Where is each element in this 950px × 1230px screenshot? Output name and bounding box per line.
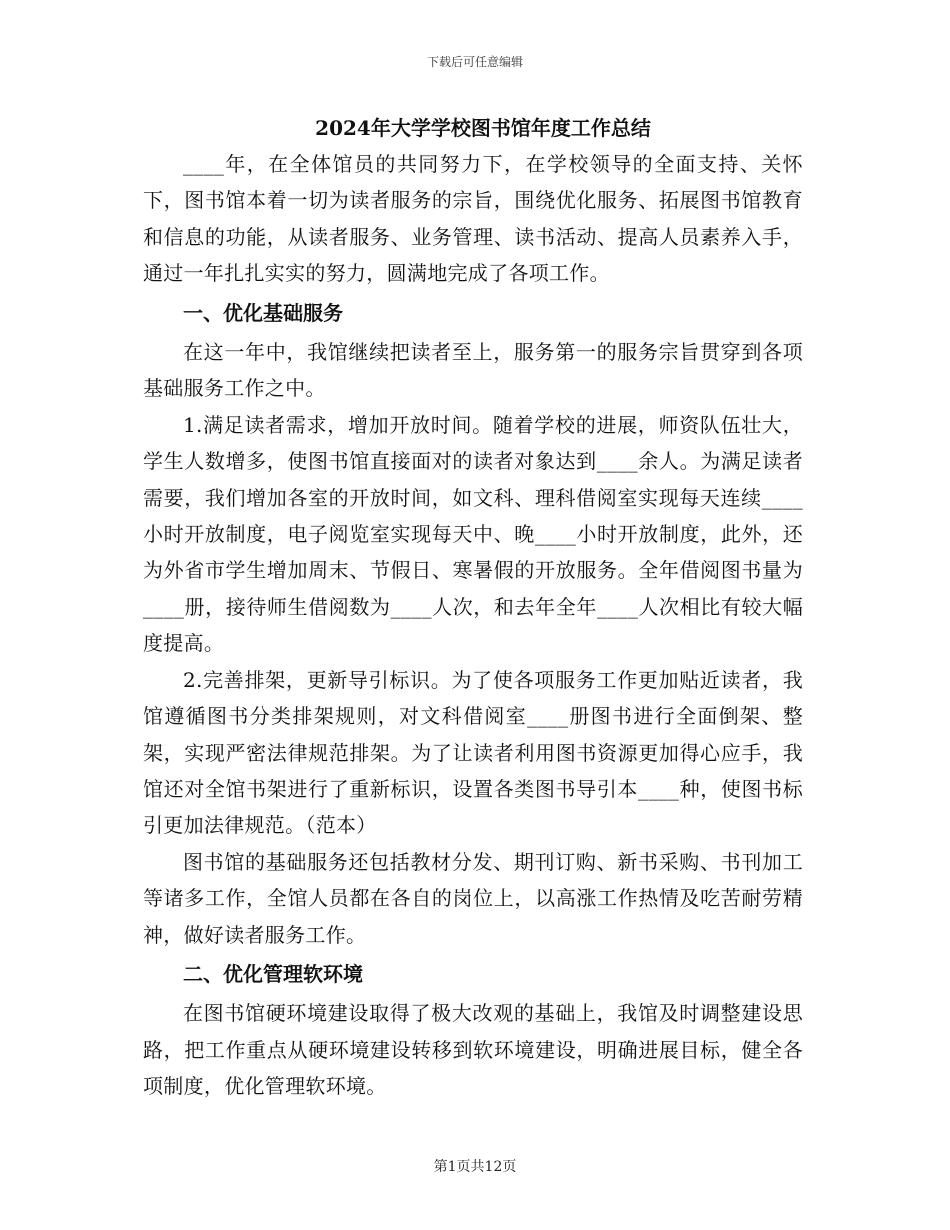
intro-paragraph: ____年，在全体馆员的共同努力下，在学校领导的全面支持、关怀下，图书馆本着一切为读者服务的宗旨，围绕优化服务、拓展图书馆教育和信息的功能，从读者服务、业务管理、读书活动、提高人员素养入手，通过一年扎扎实实的努力，圆满地完成了各项工作。: [143, 152, 803, 286]
page-footer: 第1页共12页: [433, 1159, 517, 1175]
document-body: [143, 110, 803, 1105]
section2-intro-paragraph: 在图书馆硬环境建设取得了极大改观的基础上，我馆及时调整建设思路，把工作重点从硬环境建设转移到软环境建设，明确进展目标，健全各项制度，优化管理软环境。: [143, 1001, 803, 1099]
section1-closing-paragraph: 图书馆的基础服务还包括教材分发、期刊订购、新书采购、书刊加工等诸多工作，全馆人员都在各自的岗位上，以高涨工作热情及吃苦耐劳精神，做好读者服务工作。: [143, 849, 803, 947]
header-note: 下载后可任意编辑: [426, 55, 523, 69]
section2-heading: 二、优化管理软环境: [183, 961, 363, 986]
document-title: 2024年大学学校图书馆年度工作总结: [315, 116, 651, 140]
item1-paragraph: 1.满足读者需求，增加开放时间。随着学校的进展，师资队伍壮大，学生人数增多，使图书馆直接面对的读者对象达到____余人。为满足读者需要，我们增加各室的开放时间，如文科、理科借阅室实现每天连续____小时开放制度，电子阅览室实现每天中、晚____小时开放制度，此外，还为外省市学生增加周末、节假日、寒暑假的开放服务。全年借阅图书量为____册，接待师生借阅数为____人次，和去年全年____人次相比有较大幅度提高。: [143, 412, 803, 656]
section1-heading: 一、优化基础服务: [183, 300, 343, 325]
section1-intro-paragraph: 在这一年中，我馆继续把读者至上，服务第一的服务宗旨贯穿到各项基础服务工作之中。: [143, 340, 803, 401]
item2-paragraph: 2.完善排架，更新导引标识。为了使各项服务工作更加贴近读者，我馆遵循图书分类排架规则，对文科借阅室____册图书进行全面倒架、整架，实现严密法律规范排架。为了让读者利用图书资源更加得心应手，我馆还对全馆书架进行了重新标识，设置各类图书导引本____种，使图书标引更加法律规范。（范本）: [143, 667, 803, 838]
